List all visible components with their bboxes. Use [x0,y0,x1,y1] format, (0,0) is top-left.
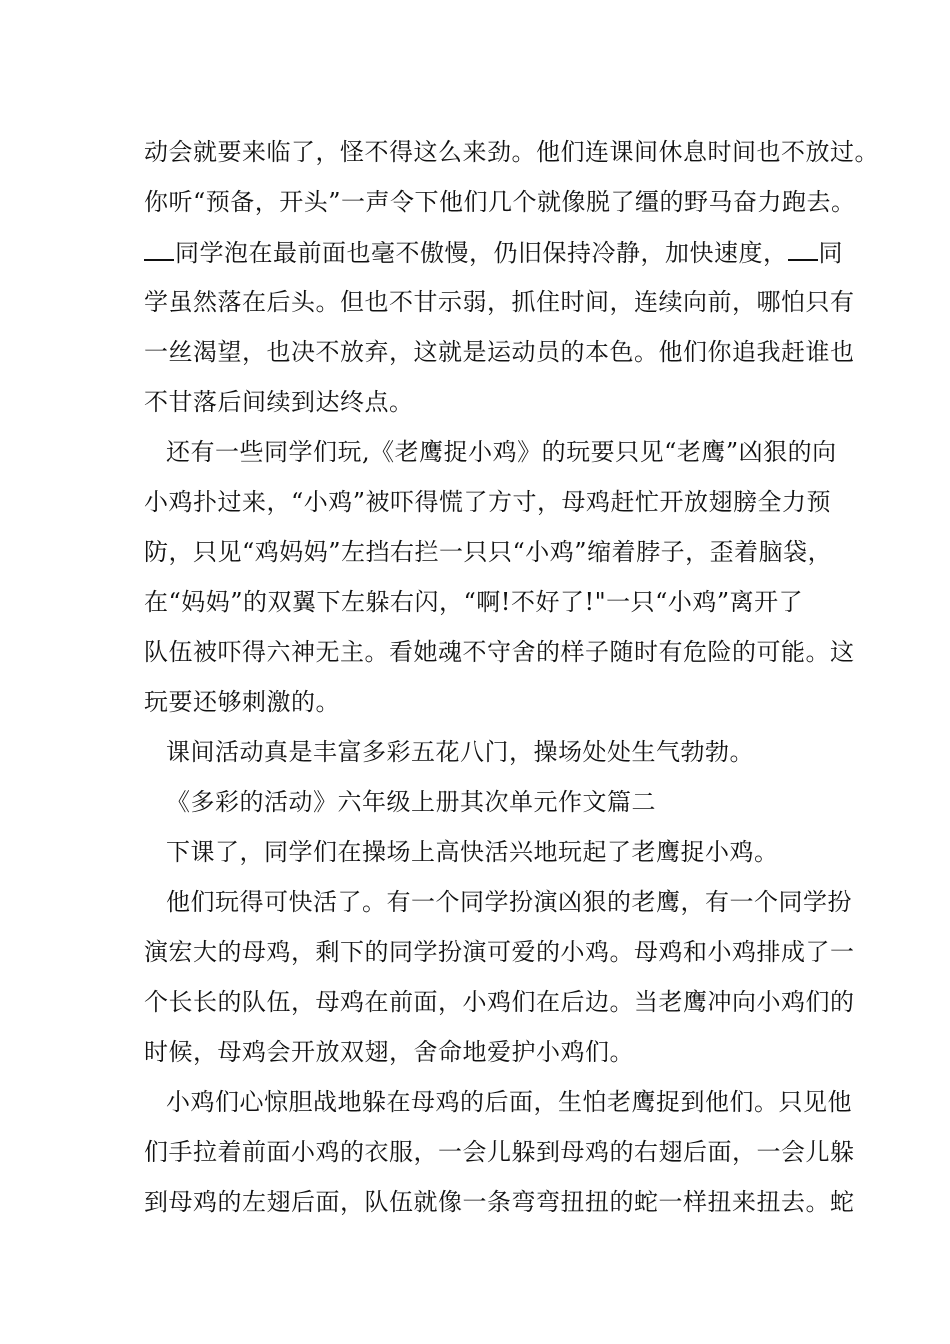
text-line: 他们玩得可快活了。有一个同学扮演凶狠的老鹰，有一个同学扮 [166,888,852,916]
text-segment: 同学泡在最前面也毫不傲慢，仍旧保持冷静，加快速度， [175,239,788,267]
text-line: 课间活动真是丰富多彩五花八门，操场处处生气勃勃。 [166,738,754,766]
text-line: 防，只见“鸡妈妈”左挡右拦一只只“小鸡”缩着脖子，歪着脑袋， [144,538,833,566]
fill-blank [788,237,818,261]
fill-blank [144,237,174,261]
text-line: 还有一些同学们玩,《老鹰捉小鸡》的玩要只见“老鹰”凶狠的向 [166,438,837,466]
text-line: 小鸡们心惊胆战地躲在母鸡的后面，生怕老鹰捉到他们。只见他 [166,1088,852,1116]
text-segment: 同 [818,239,843,267]
section-heading: 《多彩的活动》六年级上册其次单元作文篇二 [166,788,656,816]
text-line: 下课了，同学们在操场上高快活兴地玩起了老鹰捉小鸡。 [166,838,779,866]
text-line: 一丝渴望，也决不放弃，这就是运动员的本色。他们你追我赶谁也 [144,338,855,366]
text-line: 你听“预备，开头”一声令下他们几个就像脱了缰的野马奋力跑去。 [144,188,856,216]
text-line: 不甘落后间续到达终点。 [144,388,414,416]
text-line: 在“妈妈”的双翼下左躲右闪，“啊!不好了!"一只“小鸡”离开了 [144,588,804,616]
text-line: 学虽然落在后头。但也不甘示弱，抓住时间，连续向前，哪怕只有 [144,288,855,316]
text-line: 小鸡扑过来，“小鸡”被吓得慌了方寸，母鸡赶忙开放翅膀全力预 [144,488,832,516]
text-line: 玩要还够刺激的。 [144,688,340,716]
text-line [144,237,843,268]
text-line: 动会就要来临了，怪不得这么来劲。他们连课间休息时间也不放过。 [144,138,879,166]
text-line: 个长长的队伍，母鸡在前面，小鸡们在后边。当老鹰冲向小鸡们的 [144,988,855,1016]
text-line: 队伍被吓得六神无主。看她魂不守舍的样子随时有危险的可能。这 [144,638,855,666]
text-line: 演宏大的母鸡，剩下的同学扮演可爱的小鸡。母鸡和小鸡排成了一 [144,938,855,966]
text-line: 们手拉着前面小鸡的衣服，一会儿躲到母鸡的右翅后面，一会儿躲 [144,1138,855,1166]
text-line: 时候，母鸡会开放双翅，舍命地爱护小鸡们。 [144,1038,634,1066]
text-line: 到母鸡的左翅后面，队伍就像一条弯弯扭扭的蛇一样扭来扭去。蛇 [144,1188,855,1216]
